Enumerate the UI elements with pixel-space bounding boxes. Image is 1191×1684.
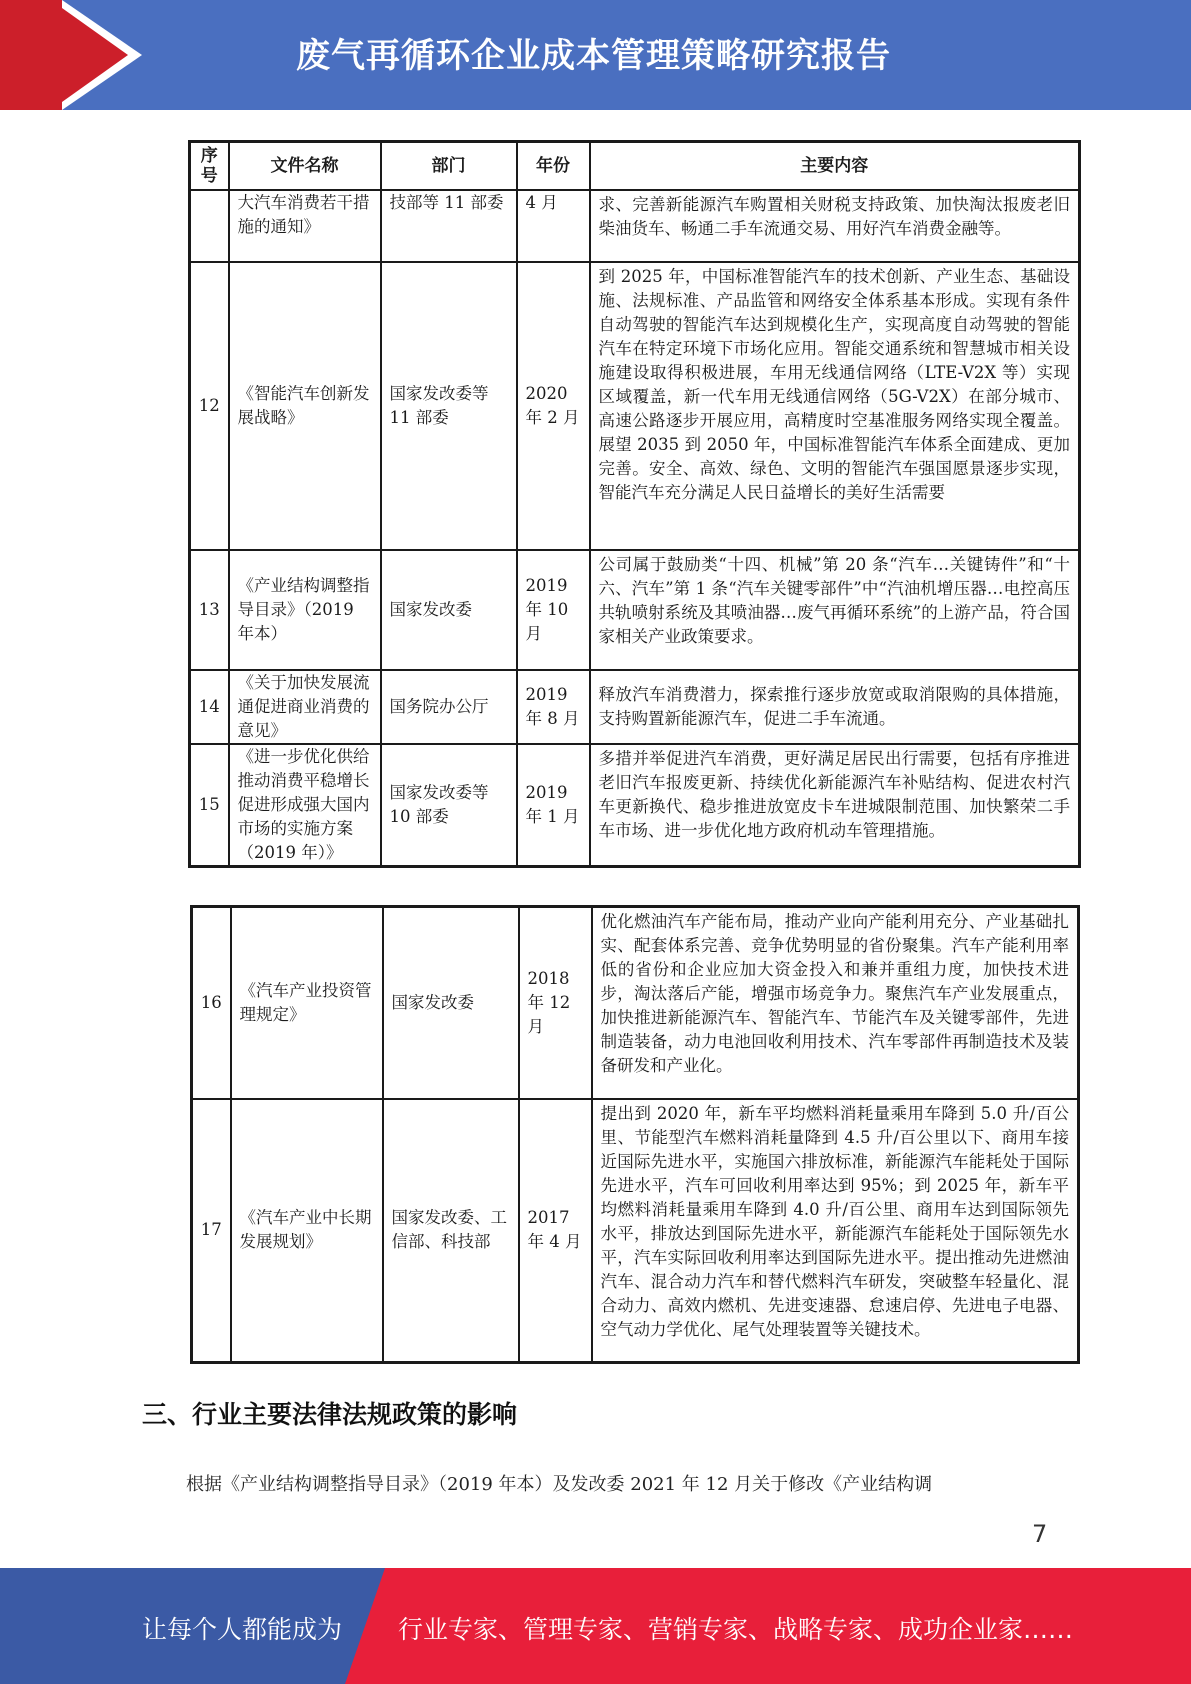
row-year: 2017 年 4 月 — [519, 1099, 592, 1363]
row-dept: 国家发改委 — [383, 907, 519, 1099]
row-no: 15 — [190, 744, 229, 867]
row-no: 14 — [190, 670, 229, 744]
header-chevron-inner — [62, 8, 128, 102]
policy-table-2 — [190, 905, 1080, 1364]
table-row — [190, 744, 1080, 867]
row-name: 大汽车消费若干措施的通知》 — [229, 190, 381, 262]
section-title: 三、行业主要法律法规政策的影响 — [142, 1400, 518, 1429]
row-name: 《关于加快发展流通促进商业消费的意见》 — [229, 670, 381, 744]
row-name: 《汽车产业中长期发展规划》 — [231, 1099, 383, 1363]
row-dept: 国家发改委等 11 部委 — [381, 262, 517, 550]
table-row — [190, 670, 1080, 744]
header-red-block — [0, 0, 62, 110]
row-dept: 国务院办公厅 — [381, 670, 517, 744]
body-paragraph: 根据《产业结构调整指导目录》（2019 年本）及发改委 2021 年 12 月关于修改《产业结构调 — [186, 1474, 933, 1495]
row-dept: 国家发改委 — [381, 550, 517, 670]
row-no: 16 — [192, 907, 231, 1099]
row-dept: 国家发改委、工信部、科技部 — [383, 1099, 519, 1363]
row-content: 求、完善新能源汽车购置相关财税支持政策、加快淘汰报废老旧柴油货车、畅通二手车流通交易、用好汽车消费金融等。 — [590, 190, 1080, 262]
header-no: 序号 — [190, 142, 229, 191]
row-year: 2019 年 10 月 — [517, 550, 590, 670]
page-header — [0, 0, 1191, 110]
report-title: 废气再循环企业成本管理策略研究报告 — [296, 36, 891, 76]
row-content: 释放汽车消费潜力，探索推行逐步放宽或取消限购的具体措施，支持购置新能源汽车，促进二手车流通。 — [590, 670, 1080, 744]
header-name: 文件名称 — [229, 142, 381, 191]
row-no — [190, 190, 229, 262]
row-name: 《汽车产业投资管理规定》 — [231, 907, 383, 1099]
row-content: 提出到 2020 年，新车平均燃料消耗量乘用车降到 5.0 升/百公里、节能型汽车燃料消耗量降到 4.5 升/百公里以下、商用车接近国际先进水平，实施国六排放标准，新能源汽车能耗处于国际先进水平，汽车可回收利用率达到 95%；到 2025 年，新车平均燃料消耗量乘用车降到 4.0 升/百公里、商用车达到国际领先水平，排放达到国际先进水平，新能源汽车能耗处于国际领先水平，汽车实际回收利用率达到国际先进水平。提出推动先进燃油汽车、混合动力汽车和替代燃料汽车研发，突破整车轻量化、混合动力、高效内燃机、先进变速器、怠速启停、先进电子电器、空气动力学优化、尾气处理装置等关键技术。 — [592, 1099, 1079, 1363]
row-year: 4 月 — [517, 190, 590, 262]
footer-slogan-left: 让每个人都能成为 — [142, 1615, 343, 1644]
table-row — [192, 1099, 1079, 1363]
page-number: 7 — [1032, 1520, 1048, 1548]
header-year: 年份 — [517, 142, 590, 191]
row-name: 《产业结构调整指导目录》（2019 年本） — [229, 550, 381, 670]
row-year: 2018 年 12 月 — [519, 907, 592, 1099]
table-row — [190, 262, 1080, 550]
row-year: 2019 年 1 月 — [517, 744, 590, 867]
row-no: 17 — [192, 1099, 231, 1363]
row-name: 《进一步优化供给推动消费平稳增长促进形成强大国内市场的实施方案（2019 年）》 — [229, 744, 381, 867]
row-content: 多措并举促进汽车消费，更好满足居民出行需要，包括有序推进老旧汽车报废更新、持续优化新能源汽车补贴结构、促进农村汽车更新换代、稳步推进放宽皮卡车进城限制范围、加快繁荣二手车市场、进一步优化地方政府机动车管理措施。 — [590, 744, 1080, 867]
table-header-row — [190, 142, 1080, 191]
page-footer — [0, 1568, 1191, 1684]
row-content: 公司属于鼓励类“十四、机械”第 20 条“汽车…关键铸件”和“十六、汽车”第 1 条“汽车关键零部件”中“汽油机增压器…电控高压共轨喷射系统及其喷油器…废气再循环系统”的上游产品，符合国家相关产业政策要求。 — [590, 550, 1080, 670]
table-row — [190, 190, 1080, 262]
header-content: 主要内容 — [590, 142, 1080, 191]
header-dept: 部门 — [381, 142, 517, 191]
row-year: 2019 年 8 月 — [517, 670, 590, 744]
row-no: 13 — [190, 550, 229, 670]
policy-table-1 — [188, 140, 1081, 868]
row-content: 到 2025 年，中国标准智能汽车的技术创新、产业生态、基础设施、法规标准、产品监管和网络安全体系基本形成。实现有条件自动驾驶的智能汽车达到规模化生产，实现高度自动驾驶的智能汽车在特定环境下市场化应用。智能交通系统和智慧城市相关设施建设取得积极进展，车用无线通信网络（LTE-V2X 等）实现区域覆盖，新一代车用无线通信网络（5G-V2X）在部分城市、高速公路逐步开展应用，高精度时空基准服务网络实现全覆盖。展望 2035 到 2050 年，中国标准智能汽车体系全面建成、更加完善。安全、高效、绿色、文明的智能汽车强国愿景逐步实现，智能汽车充分满足人民日益增长的美好生活需要 — [590, 262, 1080, 550]
row-dept: 国家发改委等 10 部委 — [381, 744, 517, 867]
footer-slogan-right: 行业专家、管理专家、营销专家、战略专家、成功企业家…… — [398, 1615, 1074, 1644]
row-content: 优化燃油汽车产能布局，推动产业向产能利用充分、产业基础扎实、配套体系完善、竞争优势明显的省份聚集。汽车产能利用率低的省份和企业应加大资金投入和兼并重组力度，加快技术进步，淘汰落后产能，增强市场竞争力。聚焦汽车产业发展重点，加快推进新能源汽车、智能汽车、节能汽车及关键零部件，先进制造装备，动力电池回收利用技术、汽车零部件再制造技术及装备研发和产业化。 — [592, 907, 1079, 1099]
row-dept: 技部等 11 部委 — [381, 190, 517, 262]
row-year: 2020 年 2 月 — [517, 262, 590, 550]
row-name: 《智能汽车创新发展战略》 — [229, 262, 381, 550]
table-row — [192, 907, 1079, 1099]
row-no: 12 — [190, 262, 229, 550]
footer-blue-slant — [345, 1568, 385, 1684]
table-row — [190, 550, 1080, 670]
